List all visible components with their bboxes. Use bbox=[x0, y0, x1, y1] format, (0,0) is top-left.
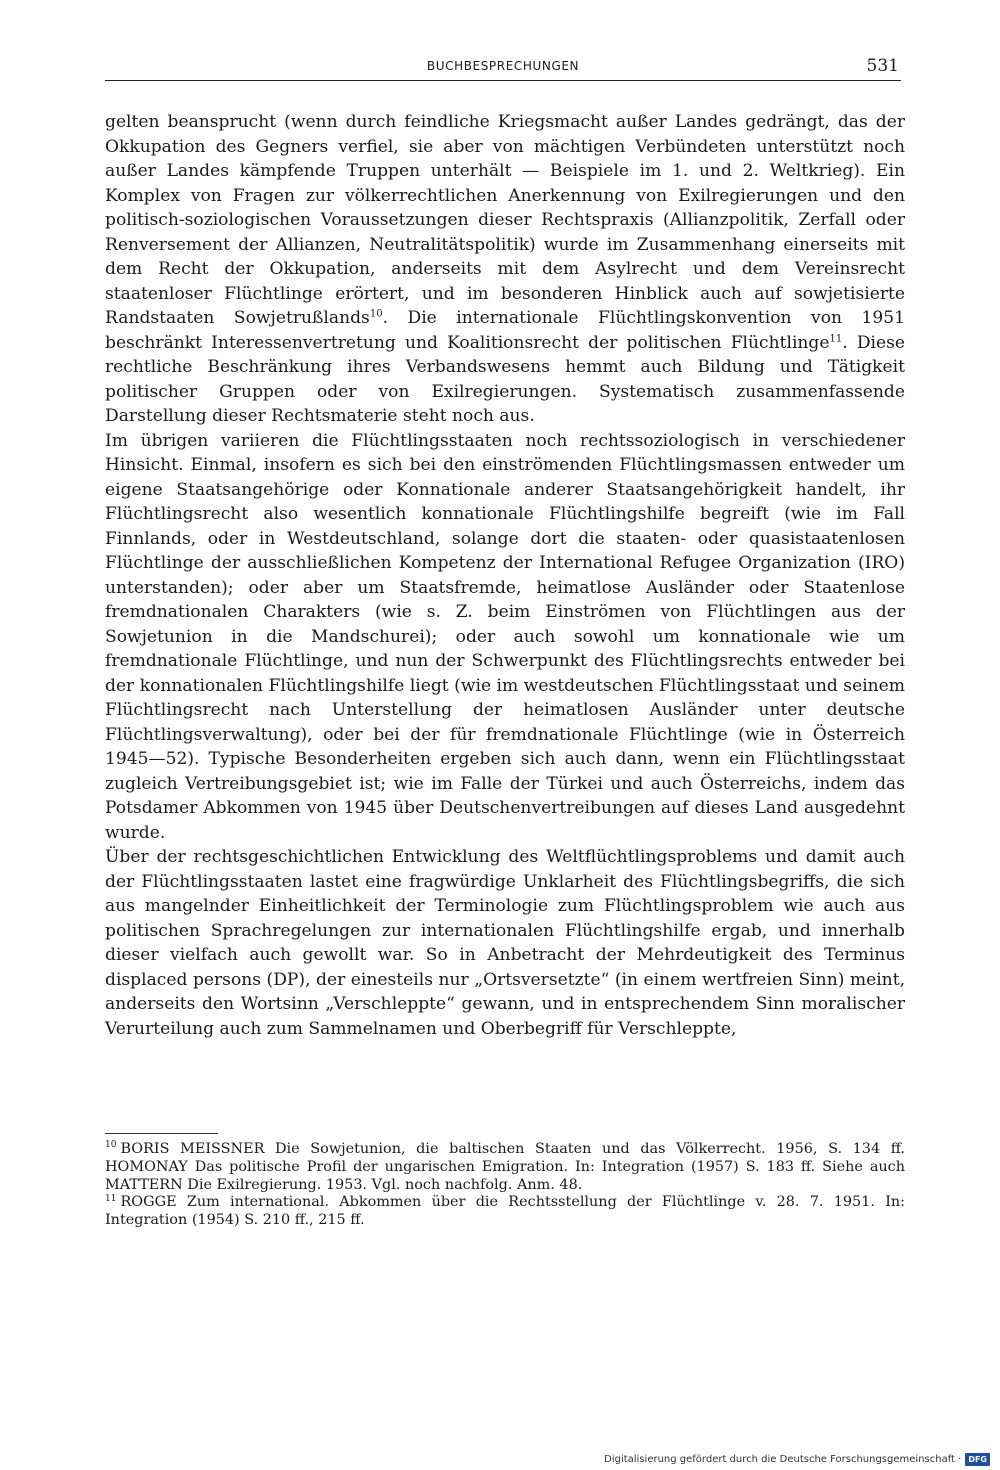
footnote-number: 10 bbox=[105, 1140, 117, 1151]
page-number: 531 bbox=[866, 56, 899, 76]
paragraph-1-part-c: . Diese rechtliche Beschränkung ihres Verbandswesens hemmt auch Bildung und Tätigkeit politischer Gruppen oder von Exilregierungen. Systematisch zusammenfassende Darstellung dieser Rechtsmaterie steht noch aus. bbox=[105, 332, 905, 426]
footnote-11 bbox=[105, 1194, 905, 1230]
paragraph-1-part-b: . Die internationale Flüchtlingskonvention von 1951 beschränkt Interessenvertretung und Koalitionsrecht der politischen Flüchtlinge bbox=[105, 308, 905, 353]
footnote-ref-11: 11 bbox=[829, 332, 843, 344]
paragraph-1-part-a: gelten beansprucht (wenn durch feindliche Kriegsmacht außer Landes gedrängt, das der Okkupation des Gegners verfiel, sie aber von mächtigen Verbündeten unterstützt noch außer Landes kämpfende Truppen unterhält — Beispiele im 1. und 2. Weltkrieg). Ein Komplex von Fragen zur völkerrechtlichen Anerkennung von Exilregierungen und den politisch-soziologischen Voraussetzungen dieser Rechtspraxis (Allianzpolitik, Zerfall oder Renversement der Allianzen, Neutralitätspolitik) wurde im Zusammenhang einerseits mit dem Recht der Okkupation, anderseits mit dem Asylrecht und dem Vereinsrecht staatenloser Flüchtlinge erörtert, und im besonderen Hinblick auch auf sowjetisierte Randstaaten Sowjetrußlands bbox=[105, 112, 905, 328]
footnote-text: BORIS MEISSNER Die Sowjetunion, die baltischen Staaten und das Völkerrecht. 1956, S. 134 ff. HOMONAY Das politische Profil der ungarischen Emigration. In: Integration (1957) S. 183 ff. Siehe auch MATTERN Die Exilregierung. 1953. Vgl. noch nachfolg. Anm. 48. bbox=[105, 1141, 905, 1193]
paragraph-2: Im übrigen variieren die Flüchtlingsstaaten noch rechtssoziologisch in verschiedener Hinsicht. Einmal, insofern es sich bei den einströmenden Flüchtlingsmassen entweder um eigene Staatsangehörige oder Konnationale anderer Staatsangehörigkeit handelt, ihr Flüchtlingsrecht also wesentlich konnationale Flüchtlingshilfe begreift (wie im Fall Finnlands, oder in Westdeutschland, solange dort die staaten- oder quasistaatenlosen Flüchtlinge der ausschließlichen Kompetenz der International Refugee Organization (IRO) unterstanden); oder aber um Staatsfremde, heimatlose Ausländer oder Staatenlose fremdnationalen Charakters (wie s. Z. beim Einströmen von Flüchtlingen aus der Sowjetunion in die Mandschurei); oder auch sowohl um konnationale wie um fremdnationale Flüchtlinge, und nun der Schwerpunkt des Flüchtlingsrechts entweder bei der konnationalen Flüchtlingshilfe liegt (wie im westdeutschen Flüchtlingsstaat und seinem Flüchtlingsrecht nach Unterstellung der heimatlosen Ausländer unter deutsche Flüchtlingsverwaltung), oder bei der für fremdnationale Flüchtlinge (wie in Österreich 1945—52). Typische Besonderheiten ergeben sich auch dann, wenn ein Flüchtlingsstaat zugleich Vertreibungsgebiet ist; wie im Falle der Türkei und auch Österreichs, indem das Potsdamer Abkommen von 1945 über Deutschenvertreibungen auf dieses Land ausgedehnt wurde. bbox=[105, 430, 905, 843]
credit-text: Digitalisierung gefördert durch die Deutsche Forschungsgemeinschaft · bbox=[604, 1453, 962, 1465]
main-text bbox=[105, 110, 905, 1041]
dfg-logo-icon: DFG bbox=[965, 1453, 990, 1466]
footnote-number: 11 bbox=[105, 1193, 117, 1204]
paragraph-1 bbox=[105, 110, 905, 429]
running-header bbox=[105, 56, 901, 81]
footnote-text: ROGGE Zum international. Abkommen über die Rechtsstellung der Flüchtlinge v. 28. 7. 1951. In: Integration (1954) S. 210 ff., 215 ff. bbox=[105, 1194, 905, 1229]
footnote-10 bbox=[105, 1141, 905, 1194]
running-title: BUCHBESPRECHUNGEN bbox=[426, 59, 580, 73]
digitization-credit bbox=[604, 1452, 990, 1466]
footnote-separator bbox=[105, 1133, 218, 1134]
footnote-ref-10: 10 bbox=[369, 308, 383, 320]
footnotes bbox=[105, 1141, 905, 1230]
paragraph-3: Über der rechtsgeschichtlichen Entwicklung des Weltflüchtlingsproblems und damit auch der Flüchtlingsstaaten lastet eine fragwürdige Unklarheit des Flüchtlingsbegriffs, die sich aus mangelnder Einheitlichkeit der Terminologie zum Flüchtlingsproblem wie auch aus politischen Sprachregelungen zur internationalen Flüchtlingshilfe ergab, und innerhalb dieser vielfach auch gewollt war. So in Anbetracht der Mehrdeutigkeit des Terminus displaced persons (DP), der einesteils nur „Ortsversetzte“ (in einem wertfreien Sinn) meint, anderseits den Wortsinn „Verschleppte“ gewann, und in entsprechendem Sinn moralischer Verurteilung auch zum Sammelnamen und Oberbegriff für Verschleppte, bbox=[105, 847, 905, 1039]
